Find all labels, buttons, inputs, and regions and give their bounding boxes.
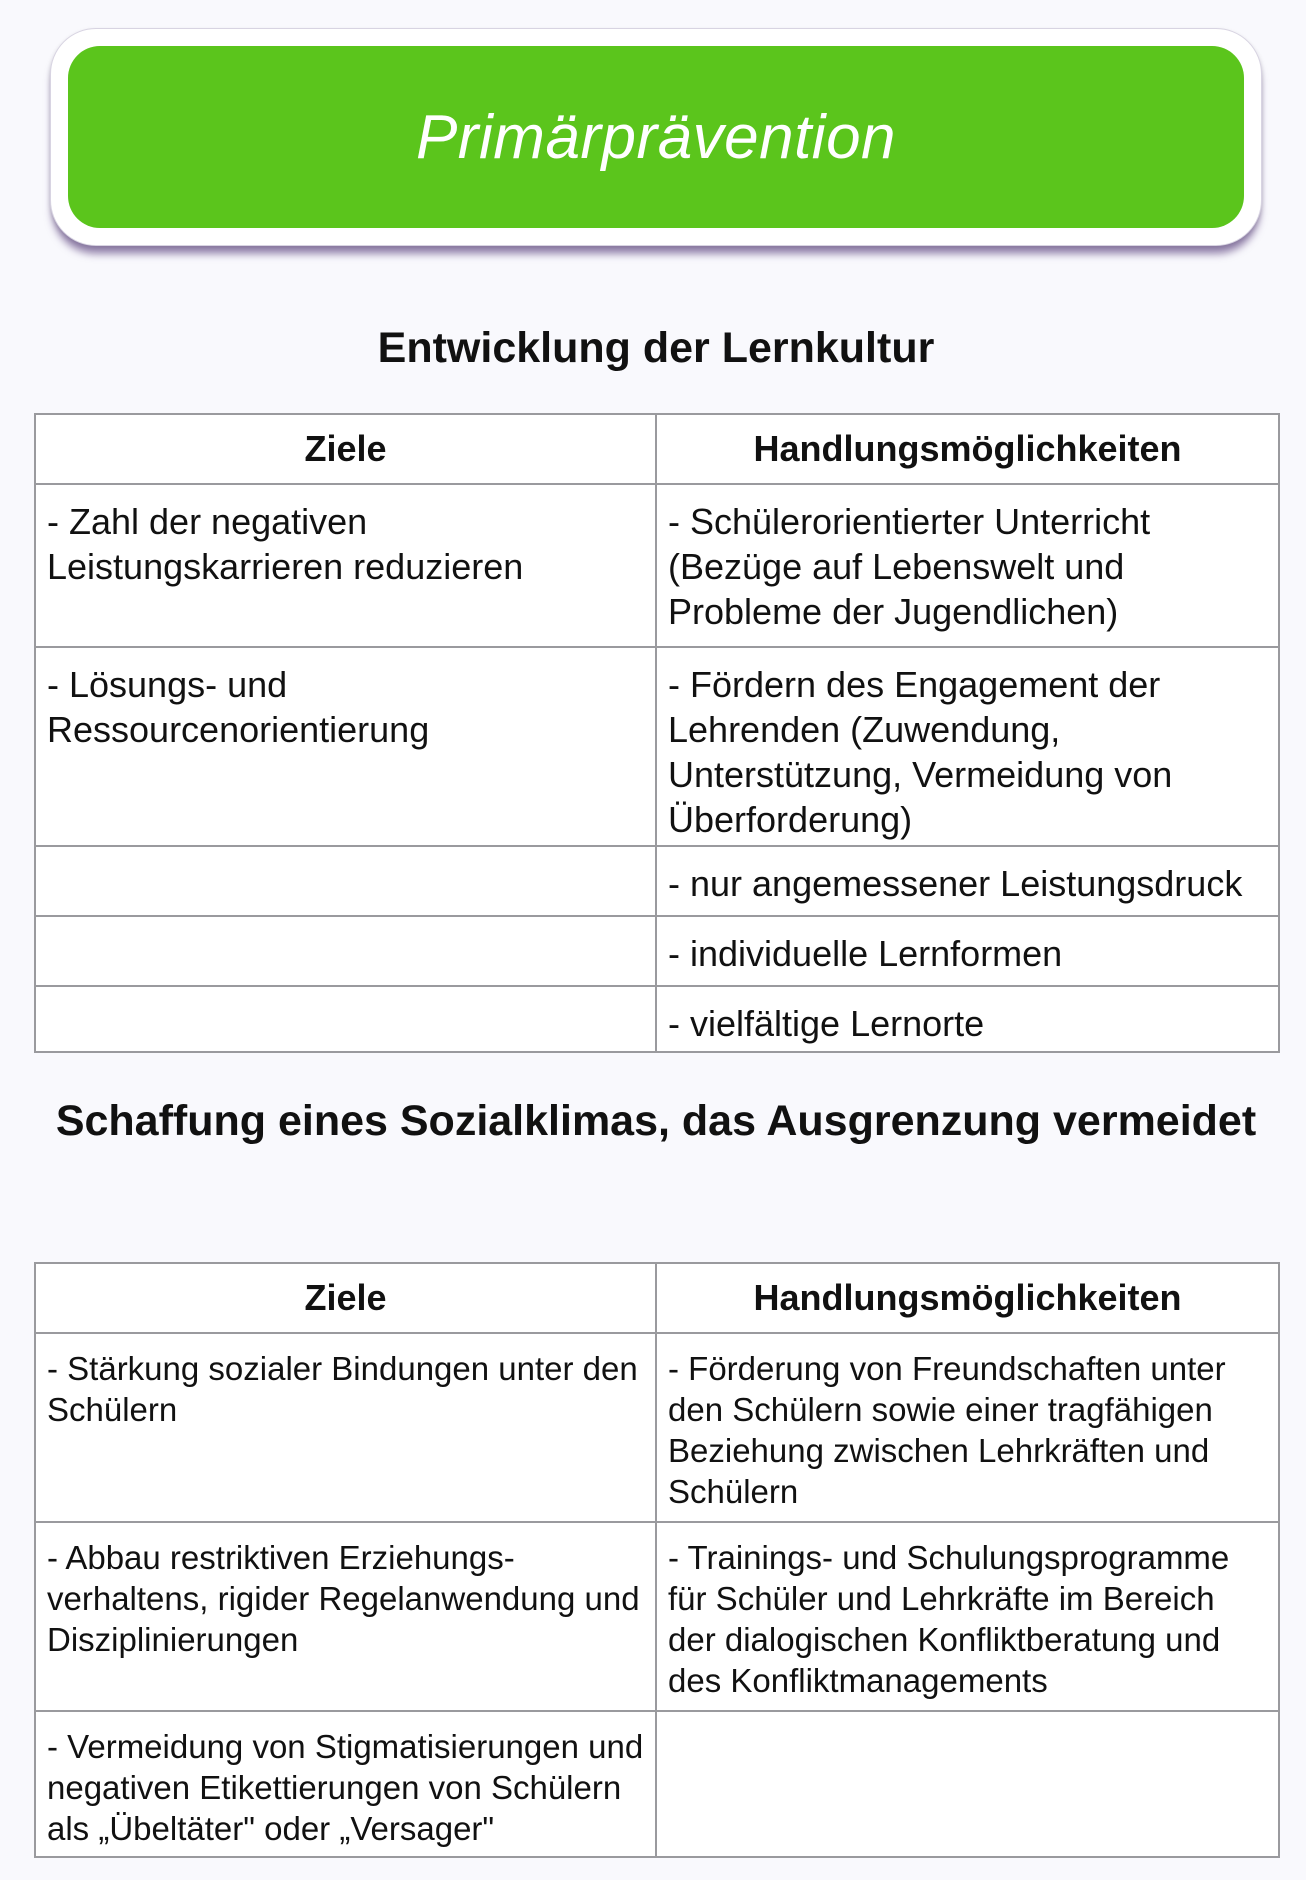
cell-handlung: - Förderung von Freundschaften unter den Schülern sowie einer tragfähigen Beziehung zwischen Lehrkräften und Schülern (656, 1333, 1279, 1522)
table-row (35, 1711, 1279, 1857)
cell-ziel (35, 986, 656, 1052)
table-row (35, 1333, 1279, 1522)
column-header-handlungsmoeglichkeiten: Handlungsmöglichkeiten (656, 414, 1279, 484)
table-row (35, 846, 1279, 916)
cell-handlung: - nur angemessener Leistungsdruck (656, 846, 1279, 916)
table-header-row (35, 1263, 1279, 1333)
cell-handlung (656, 1711, 1279, 1857)
banner (68, 46, 1244, 228)
table-sozialklima (34, 1262, 1280, 1858)
cell-handlung: - individuelle Lernformen (656, 916, 1279, 986)
cell-ziel: - Stärkung sozialer Bindungen unter den Schülern (35, 1333, 656, 1522)
table-header-row (35, 414, 1279, 484)
cell-ziel: - Zahl der negativen Leistungskarrieren reduzieren (35, 484, 656, 647)
table-row (35, 986, 1279, 1052)
table-row (35, 647, 1279, 846)
cell-handlung: - vielfältige Lernorte (656, 986, 1279, 1052)
table-row (35, 1522, 1279, 1711)
cell-ziel (35, 916, 656, 986)
cell-handlung: - Trainings- und Schulungsprogramme für Schüler und Lehrkräfte im Bereich der dialogischen Konfliktberatung und des Konfliktmanagements (656, 1522, 1279, 1711)
cell-ziel: - Lösungs- und Ressourcenorientierung (35, 647, 656, 846)
column-header-ziele: Ziele (35, 414, 656, 484)
cell-handlung: - Schülerorientierter Unterricht (Bezüge auf Lebenswelt und Probleme der Jugendlichen) (656, 484, 1279, 647)
section-title-lernkultur: Entwicklung der Lernkultur (377, 324, 935, 372)
column-header-ziele: Ziele (35, 1263, 656, 1333)
table-lernkultur (34, 413, 1280, 1053)
cell-handlung: - Fördern des Engagement der Lehrenden (Zuwendung, Unterstützung, Vermeidung von Überforderung) (656, 647, 1279, 846)
table-row (35, 916, 1279, 986)
table-row (35, 484, 1279, 647)
banner-title: Primärprävention (415, 102, 897, 172)
cell-ziel: - Abbau restriktiven Erziehungs-verhaltens, rigider Regelanwendung und Disziplinierungen (35, 1522, 656, 1711)
cell-ziel: - Vermeidung von Stigmatisierungen und negativen Etikettierungen von Schülern als „Übeltäter" oder „Versager" (35, 1711, 656, 1857)
column-header-handlungsmoeglichkeiten: Handlungsmöglichkeiten (656, 1263, 1279, 1333)
banner-frame (50, 28, 1262, 246)
section-title-sozialklima: Schaffung eines Sozialklimas, das Ausgrenzung vermeidet (55, 1097, 1257, 1145)
cell-ziel (35, 846, 656, 916)
